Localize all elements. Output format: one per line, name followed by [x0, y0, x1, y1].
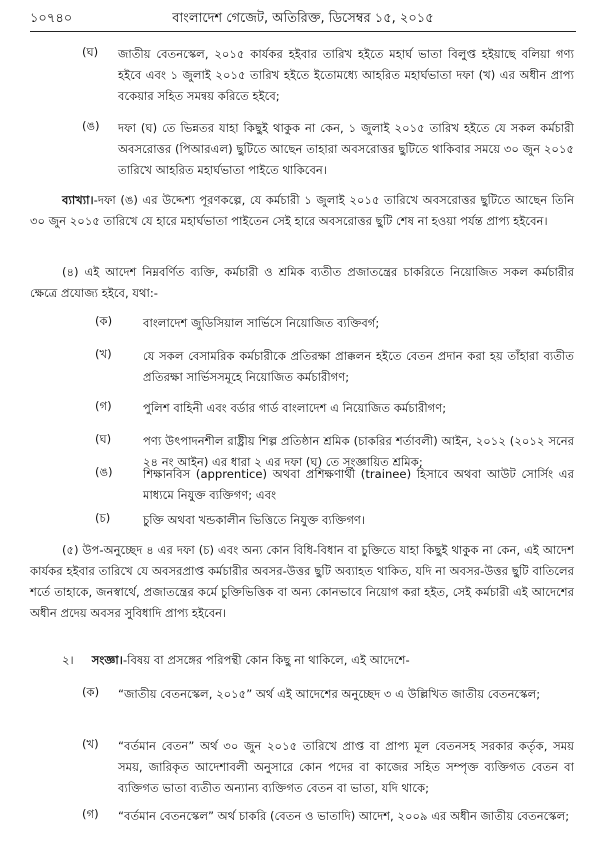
list-item-label: (চ)	[95, 511, 111, 525]
definition-text: “বর্তমান বেতন” অর্থ ৩০ জুন ২০১৫ তারিখে প্রাপ্ত বা প্রাপ্য মূল বেতনসহ সরকার কর্তৃক, সময় সময়, জারিকৃত আদেশাবলী অনুসারে কোন পদের বা কাজের সহিত সম্পৃক্ত ব্যক্তিগত বেতন বা ব্যক্তিগত ভাতা ব্যতীত অন্যান্য ব্যক্তিগত বেতন বা ভাতা, যদি থাকে;	[118, 739, 574, 795]
list-item-label: (গ)	[95, 399, 112, 413]
definition-text: “বর্তমান বেতনস্কেল” অর্থ চাকরি (বেতন ও ভাতাদি) আদেশ, ২০০৯ এর অধীন জাতীয় বেতনস্কেল;	[118, 809, 570, 823]
list-item-label: (ক)	[95, 314, 113, 328]
explanation-text: -দফা (ঙ) এর উদ্দেশ্য পূরণকল্পে, যে কর্মচারী ১ জুলাই ২০১৫ তারিখে অবসরোত্তর ছুটিতে আছেন তিনি ৩০ জুন ২০১৫ তারিখে যে হারে মহার্ঘভাতা পাইতেন সেই হারে অবসরোত্তর ছুটি শেষ না হওয়া পর্যন্ত প্রাপ্য হইবেন।	[30, 193, 574, 228]
list-item-text: চুক্তি অথবা খন্ডকালীন ভিত্তিতে নিযুক্ত ব্যক্তিগণ।	[143, 513, 366, 527]
section-2-heading	[30, 650, 574, 671]
list-item-label: (ঙ)	[95, 465, 113, 479]
section-number: ২।	[62, 653, 74, 667]
page-number: ১০৭৪০	[30, 11, 73, 26]
page-header	[30, 6, 576, 30]
clause-label: (ঙ)	[82, 119, 100, 133]
definition-label: (ক)	[82, 685, 100, 699]
clause-text: দফা (ঘ) তে ভিন্নতর যাহা কিছুই থাকুক না কেন, ১ জুলাই ২০১৫ তারিখ হইতে যে সকল কর্মচারী অবসরোত্তর (পিআরএল) ছুটিতে আছেন তাহারা অবসরোত্তর ছুটিতে থাকিবার সময়ে ৩০ জুন ২০১৫ তারিখে আহরিত মহার্ঘভাতা পাইতে থাকিবেন।	[118, 121, 574, 177]
list-item-text: বাংলাদেশ জুডিসিয়াল সার্ভিসে নিয়োজিত ব্যক্তিবর্গ;	[143, 316, 380, 330]
list-item-text: যে সকল বেসামরিক কর্মচারীকে প্রতিরক্ষা প্রাক্কলন হইতে বেতন প্রদান করা হয় তাঁহারা ব্যতীত প্রতিরক্ষা সার্ভিসসমূহে নিয়োজিত কর্মচারীগণ;	[143, 349, 574, 384]
section-title: সংজ্ঞা।	[91, 653, 123, 667]
list-item-label: (খ)	[95, 347, 112, 361]
list-item-text: পণ্য উৎপাদনশীল রাষ্ট্রীয় শিল্প প্রতিষ্ঠান শ্রমিক (চাকরির শর্তাবলী) আইন, ২০১২ (২০১২ সনের ২৪ নং আইন) এর ধারা ২ এর দফা (ঘ) তে সংজ্ঞায়িত শ্রমিক;	[143, 434, 574, 469]
clause-label: (ঘ)	[82, 45, 99, 59]
list-item-label: (ঘ)	[95, 432, 112, 446]
section-intro: -বিষয় বা প্রসঙ্গের পরিপন্থী কোন কিছু না থাকিলে, এই আদেশে-	[122, 653, 410, 667]
definition-text: “জাতীয় বেতনস্কেল, ২০১৫” অর্থ এই আদেশের অনুচ্ছেদ ৩ এ উল্লিখিত জাতীয় বেতনস্কেল;	[118, 687, 541, 701]
definition-label: (খ)	[82, 737, 99, 751]
explanation-label: ব্যাখ্যা।	[62, 193, 94, 207]
gazette-title: বাংলাদেশ গেজেট, অতিরিক্ত, ডিসেম্বর ১৫, ২০১৫	[172, 11, 434, 26]
clause-text: জাতীয় বেতনস্কেল, ২০১৫ কার্যকর হইবার তারিখ হইতে মহার্ঘ ভাতা বিলুপ্ত হইয়াছে বলিয়া গণ্য হইবে এবং ১ জুলাই ২০১৫ তারিখ হইতে ইতোমধ্যে আহরিত মহার্ঘভাতা দফা (খ) এর অধীন প্রাপ্য বকেয়ার সহিত সমন্বয় করিতে হইবে;	[118, 47, 574, 103]
list-item-text: শিক্ষানবিস (apprentice) অথবা প্রশিক্ষণার্থী (trainee) হিসাবে অথবা আউট সোর্সিং এর মাধ্যমে নিযুক্ত ব্যক্তিগণ; এবং	[143, 467, 574, 502]
list-item-text: পুলিশ বাহিনী এবং বর্ডার গার্ড বাংলাদেশ এ নিয়োজিত কর্মচারীগণ;	[143, 401, 447, 415]
paragraph-5: (৫) উপ-অনুচ্ছেদ ৪ এর দফা (চ) এবং অন্য কোন বিধি-বিধান বা চুক্তিতে যাহা কিছুই থাকুক না কেন, এই আদেশ কার্যকর হইবার তারিখে যে অবসরপ্রাপ্ত কর্মচারীর অবসর-উত্তর ছুটি অব্যাহত থাকিত, যদি না অবসর-উত্তর ছুটি বাতিলের শর্তে তাহাকে, জনস্বার্থে, প্রজাতন্ত্রের কর্মে চুক্তিভিত্তিক বা অন্য কোনভাবে নিয়োগ করা হইত, সেই কর্মচারী এই আদেশের অধীন প্রদেয় অবসর সুবিধাদি প্রাপ্য হইবেন।	[30, 543, 574, 620]
header-divider	[30, 31, 576, 32]
explanation-paragraph	[30, 190, 574, 232]
paragraph-4: (৪) এই আদেশ নিম্নবর্ণিত ব্যক্তি, কর্মচারী ও শ্রমিক ব্যতীত প্রজাতন্ত্রের চাকরিতে নিয়োজিত সকল কর্মচারীর ক্ষেত্রে প্রযোজ্য হইবে, যথা:-	[30, 265, 574, 300]
definition-label: (গ)	[82, 807, 99, 821]
